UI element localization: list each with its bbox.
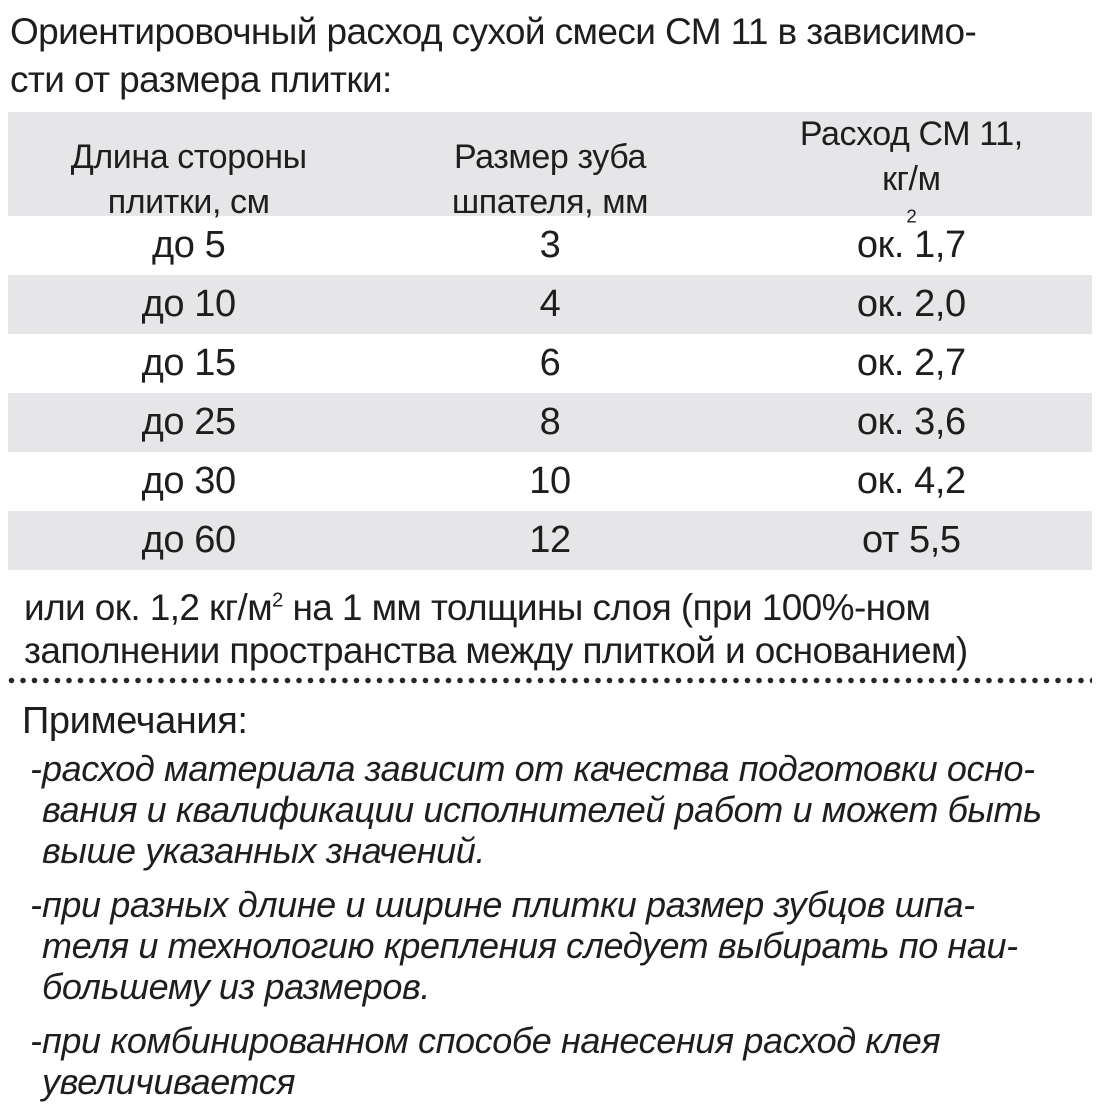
note-item bbox=[8, 1020, 1092, 1102]
footnote-line-1-pre: или ок. 1,2 кг/м bbox=[24, 587, 273, 628]
unit-superscript: 2 bbox=[906, 205, 917, 227]
column-header-tile-size-line-2: плитки, см bbox=[107, 182, 270, 221]
dotted-divider bbox=[8, 677, 1092, 684]
notes-heading: Примечания: bbox=[22, 700, 248, 742]
table-row bbox=[8, 511, 1092, 570]
table-body bbox=[8, 216, 1092, 570]
note-dash: - bbox=[30, 1020, 42, 1061]
cell-tooth-size: 12 bbox=[529, 519, 571, 561]
note-item bbox=[8, 748, 1092, 871]
table-header-row bbox=[8, 112, 1092, 227]
note-item bbox=[8, 884, 1092, 1007]
note-line: вания и квалификации исполнителей работ и может быть bbox=[42, 789, 1042, 830]
footnote-line-1-post: на 1 мм толщины слоя (при 100%-ном bbox=[282, 587, 931, 628]
note-line: увеличивается bbox=[42, 1061, 296, 1102]
cell-tile-size: до 60 bbox=[141, 519, 236, 561]
cell-consumption: от 5,5 bbox=[861, 519, 961, 561]
footnote-line-1 bbox=[24, 586, 1092, 629]
column-header-tile-size-line-1: Длина стороны bbox=[70, 137, 307, 176]
column-header-tooth-size-line-2: шпателя, мм bbox=[451, 182, 649, 221]
note-text bbox=[42, 1020, 1092, 1102]
cell-consumption: ок. 2,7 bbox=[856, 342, 966, 384]
table-row bbox=[8, 216, 1092, 275]
document-page bbox=[0, 8, 1100, 1102]
column-header-tooth-size-line-1: Размер зуба bbox=[453, 137, 647, 176]
note-line: выше указанных значений. bbox=[42, 830, 485, 871]
table-row bbox=[8, 334, 1092, 393]
cell-tile-size: до 15 bbox=[141, 342, 236, 384]
table-row bbox=[8, 275, 1092, 334]
cell-tile-size: до 10 bbox=[141, 283, 236, 325]
note-line: при комбинированном способе нанесения расход клея bbox=[42, 1020, 941, 1061]
cell-consumption: ок. 3,6 bbox=[856, 401, 966, 443]
note-dash: - bbox=[30, 884, 42, 925]
note-dash: - bbox=[30, 748, 42, 789]
cell-tooth-size: 10 bbox=[529, 460, 571, 502]
consumption-table bbox=[8, 112, 1092, 570]
note-line: теля и технологию крепления следует выбирать по наи- bbox=[42, 925, 1018, 966]
cell-tile-size: до 5 bbox=[151, 224, 226, 266]
note-text bbox=[42, 884, 1092, 1007]
title-line-1: Ориентировочный расход сухой смеси СМ 11 в зависимо- bbox=[10, 11, 977, 52]
cell-tooth-size: 6 bbox=[539, 342, 561, 384]
note-line: при разных длине и ширине плитки размер зубцов шпа- bbox=[42, 884, 975, 925]
cell-tile-size: до 30 bbox=[141, 460, 236, 502]
cell-tooth-size: 8 bbox=[539, 401, 561, 443]
table-row bbox=[8, 393, 1092, 452]
cell-tooth-size: 3 bbox=[539, 224, 561, 266]
note-line: большему из размеров. bbox=[42, 966, 430, 1007]
note-text bbox=[42, 748, 1092, 871]
footnote-line-2: заполнении пространства между плиткой и основанием) bbox=[24, 630, 968, 671]
table-row bbox=[8, 452, 1092, 511]
cell-consumption: ок. 2,0 bbox=[856, 283, 966, 325]
note-line: расход материала зависит от качества подготовки осно- bbox=[42, 748, 1035, 789]
column-header-tile-size bbox=[8, 135, 369, 225]
cell-tooth-size: 4 bbox=[539, 283, 561, 325]
cell-consumption: ок. 1,7 bbox=[856, 224, 966, 266]
notes-list bbox=[8, 748, 1092, 1102]
unit-kg-per-m: кг/м bbox=[882, 160, 941, 198]
page-title bbox=[10, 8, 1092, 104]
column-header-tooth-size bbox=[369, 135, 730, 225]
title-line-2: сти от размера плитки: bbox=[10, 59, 392, 100]
column-header-consumption-line-1: Расход СМ 11, bbox=[799, 115, 1023, 153]
cell-consumption: ок. 4,2 bbox=[856, 460, 966, 502]
footnote-superscript: 2 bbox=[272, 589, 283, 612]
cell-tile-size: до 25 bbox=[141, 401, 236, 443]
consumption-footnote bbox=[24, 586, 1092, 672]
